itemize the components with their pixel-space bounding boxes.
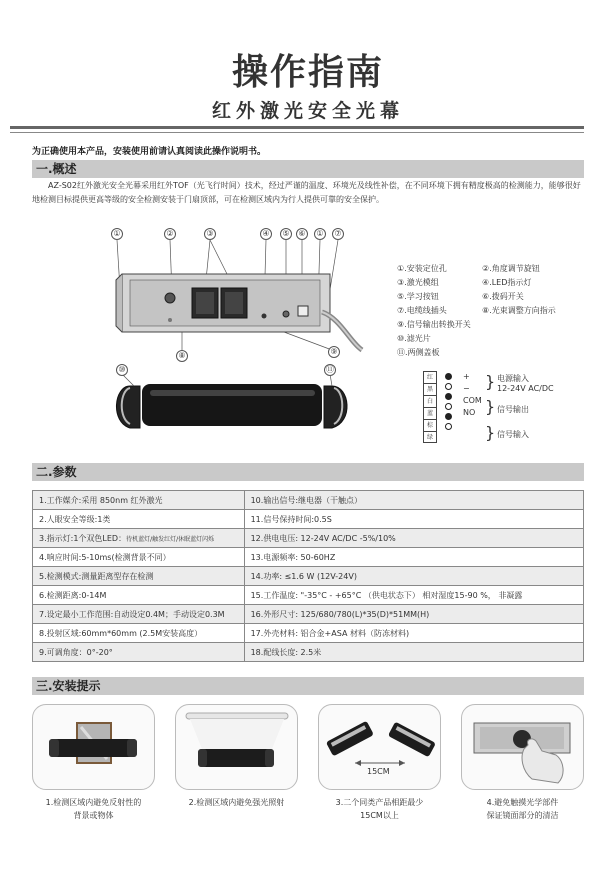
wire-color-column bbox=[423, 371, 437, 443]
legend-item: ⑩.滤光片 bbox=[397, 334, 431, 343]
terminal-dot bbox=[445, 383, 452, 390]
power-input-spec: 12-24V AC/DC bbox=[497, 384, 554, 393]
param-cell: 12.供电电压: 12-24V AC/DC -5%/10% bbox=[244, 529, 583, 548]
tip-caption-4 bbox=[461, 796, 584, 822]
terminal-dot bbox=[445, 373, 452, 380]
legend-item: ⑧.光束调整方向指示 bbox=[482, 306, 556, 315]
brace-power: } bbox=[485, 372, 496, 391]
callout-6: ⑥ bbox=[296, 228, 308, 240]
tip-caption-2 bbox=[175, 796, 298, 809]
brace-input: } bbox=[485, 423, 496, 442]
callout-4: ④ bbox=[260, 228, 272, 240]
param-cell-led bbox=[33, 529, 245, 548]
terminal-dots bbox=[445, 371, 455, 433]
table-row bbox=[33, 510, 584, 529]
wire-black: 黑 bbox=[424, 384, 436, 396]
param-cell: 10.输出信号:继电器（干触点） bbox=[244, 491, 583, 510]
terminal-dot bbox=[445, 413, 452, 420]
tip-card-4 bbox=[461, 704, 584, 822]
tip-caption-line: 背景或物体 bbox=[73, 811, 114, 820]
tip-image-2 bbox=[175, 704, 298, 790]
tip-image-3 bbox=[318, 704, 441, 790]
param-cell: 9.可调角度：0°-20° bbox=[33, 643, 245, 662]
distance-label: 15CM bbox=[367, 767, 390, 776]
param-led-note: 待机蓝灯/触发红灯/休眠蓝灯闪烁 bbox=[126, 535, 215, 543]
wiring-diagram bbox=[423, 371, 583, 451]
param-cell: 13.电源频率: 50-60HZ bbox=[244, 548, 583, 567]
callout-7: ⑦ bbox=[332, 228, 344, 240]
param-cell: 15.工作温度: "-35°C - +65°C （供电状态下） 相对湿度15-90 %， 非凝露 bbox=[244, 586, 583, 605]
callout-8: ⑧ bbox=[176, 350, 188, 362]
usage-notice: 为正确使用本产品，安装使用前请认真阅读此操作说明书。 bbox=[32, 147, 267, 157]
tip-card-2 bbox=[175, 704, 298, 809]
wire-green: 绿 bbox=[426, 434, 433, 441]
legend-item: ⑦.电缆线插头 bbox=[397, 306, 447, 315]
tip-caption-line: 15CM以上 bbox=[360, 811, 399, 820]
title-divider-thin bbox=[10, 132, 584, 133]
callout-2: ② bbox=[164, 228, 176, 240]
legend-item: ②.角度调节旋钮 bbox=[482, 264, 540, 273]
callout-1: ① bbox=[111, 228, 123, 240]
tip-caption-line: 保证镜面部分的清洁 bbox=[486, 811, 559, 820]
param-cell: 5.检测模式:测量距离型存在检测 bbox=[33, 567, 245, 586]
param-cell: 2.人眼安全等级:1类 bbox=[33, 510, 245, 529]
tip-caption-line: 1.检测区域内避免反射性的 bbox=[45, 798, 142, 807]
params-table bbox=[32, 490, 584, 662]
param-cell: 14.功率: ≤1.6 W (12V-24V) bbox=[244, 567, 583, 586]
terminal-dot bbox=[445, 393, 452, 400]
tip-card-3 bbox=[318, 704, 441, 822]
section-params-title: 二.参数 bbox=[36, 465, 77, 479]
page-subtitle: 红外激光安全光幕 bbox=[211, 100, 404, 122]
terminal-dot bbox=[445, 403, 452, 410]
callout-3: ③ bbox=[204, 228, 216, 240]
callout-5: ⑤ bbox=[280, 228, 292, 240]
table-row bbox=[33, 491, 584, 510]
legend-item: ①.安装定位孔 bbox=[397, 264, 447, 273]
legend-item: ⑤.学习按钮 bbox=[397, 292, 439, 301]
section-overview-title: 一.概述 bbox=[36, 162, 77, 176]
reflective-object-drawing bbox=[33, 705, 155, 790]
table-row bbox=[33, 529, 584, 548]
param-cell: 11.信号保持时间:0.5S bbox=[244, 510, 583, 529]
power-input-label: 电源输入 bbox=[497, 374, 529, 383]
section-install-bar bbox=[32, 677, 584, 695]
terminal-minus: − bbox=[463, 384, 470, 393]
param-cell: 7.设定最小工作范围:自动设定0.4M；手动设定0.3M bbox=[33, 605, 245, 624]
param-cell: 6.检测距离:0-14M bbox=[33, 586, 245, 605]
param-cell: 1.工作媒介:采用 850nm 红外激光 bbox=[33, 491, 245, 510]
signal-input-label: 信号输入 bbox=[497, 430, 529, 439]
terminal-no: NO bbox=[463, 408, 476, 417]
no-touch-drawing bbox=[462, 705, 584, 790]
table-row bbox=[33, 624, 584, 643]
callout-1b: ① bbox=[314, 228, 326, 240]
legend-item: ④.LED指示灯 bbox=[482, 278, 532, 287]
callout-11: ⑪ bbox=[326, 365, 334, 374]
install-tips bbox=[32, 704, 584, 824]
callout-10: ⑩ bbox=[116, 364, 128, 376]
terminal-plus: + bbox=[463, 372, 470, 381]
wire-white: 白 bbox=[424, 396, 436, 408]
wire-red: 红 bbox=[424, 372, 436, 384]
signal-output-label: 信号输出 bbox=[497, 405, 529, 414]
param-cell: 4.响应时间:5-10ms(检测背景不同） bbox=[33, 548, 245, 567]
tip-caption-1 bbox=[32, 796, 155, 822]
table-row bbox=[33, 548, 584, 567]
param-cell: 17.外壳材料: 铝合金+ASA 材料（防冻材料) bbox=[244, 624, 583, 643]
table-row bbox=[33, 605, 584, 624]
brace-output: } bbox=[485, 397, 496, 416]
tip-caption-3 bbox=[318, 796, 441, 822]
spacing-drawing bbox=[319, 705, 441, 790]
tip-caption-line: 2.检测区域内避免强光照射 bbox=[188, 798, 285, 807]
strong-light-drawing bbox=[176, 705, 298, 790]
param-cell: 8.投射区域:60mm*60mm (2.5M安装高度） bbox=[33, 624, 245, 643]
tip-image-1 bbox=[32, 704, 155, 790]
product-drawing bbox=[100, 222, 390, 452]
page-title: 操作指南 bbox=[231, 52, 384, 93]
tip-caption-line: 4.避免触摸光学部件 bbox=[486, 798, 559, 807]
terminal-com: COM bbox=[463, 396, 482, 405]
section-params-bar bbox=[32, 463, 584, 481]
title-divider bbox=[10, 126, 584, 129]
param-cell: 16.外形尺寸: 125/680/780(L)*35(D)*51MM(H) bbox=[244, 605, 583, 624]
legend-item: ⑪.两侧盖板 bbox=[397, 348, 440, 357]
legend-item: ③.激光模组 bbox=[397, 278, 439, 287]
overview-text: AZ-S02红外激光安全光幕采用红外TOF（光飞行时间）技术，经过严谨的温度、环境光及线性补偿，在不同环境下拥有精度极高的检测能力，能够很好地检测目标提供更高等级的安全检测安装于门扇顶部，可在检测区域内为行人提供可靠的安全保护。 bbox=[32, 181, 581, 204]
table-row bbox=[33, 567, 584, 586]
wire-blue: 蓝 bbox=[424, 408, 436, 420]
tip-card-1 bbox=[32, 704, 155, 822]
table-row bbox=[33, 643, 584, 662]
table-row bbox=[33, 586, 584, 605]
legend-item: ⑥.拨码开关 bbox=[482, 292, 524, 301]
param-cell: 18.配线长度: 2.5米 bbox=[244, 643, 583, 662]
legend-item: ⑨.信号输出转换开关 bbox=[397, 320, 471, 329]
tip-image-4 bbox=[461, 704, 584, 790]
terminal-dot bbox=[445, 423, 452, 430]
param-led-label: 3.指示灯:1个双色LED： bbox=[39, 533, 127, 543]
tip-caption-line: 3.二个同类产品相距最少 bbox=[335, 798, 424, 807]
parts-legend bbox=[397, 262, 597, 360]
wire-brown: 棕 bbox=[424, 420, 436, 432]
section-overview-bar bbox=[32, 160, 584, 178]
callout-9: ⑨ bbox=[328, 346, 340, 358]
section-install-title: 三.安装提示 bbox=[36, 679, 101, 693]
product-diagram bbox=[100, 222, 390, 452]
